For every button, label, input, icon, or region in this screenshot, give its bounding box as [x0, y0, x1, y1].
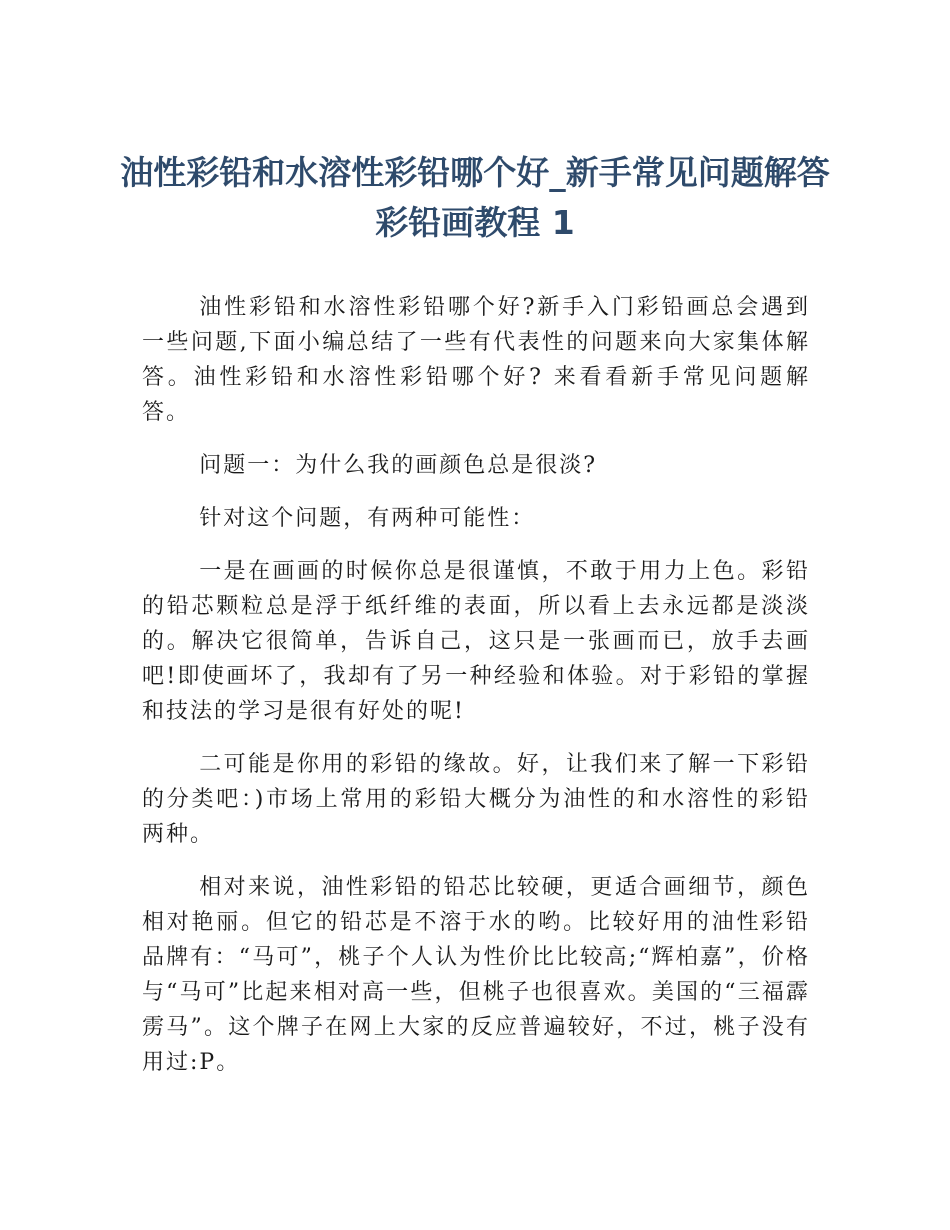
paragraph-reason-one: 一是在画画的时候你总是很谨慎，不敢于用力上色。彩铅的铅芯颗粒总是浮于纸纤维的表面，所以看上去永远都是淡淡的。解决它很简单，告诉自己，这只是一张画而已，放手去画吧!即使画坏了，我却有了另一种经验和体验。对于彩铅的掌握和技法的学习是很有好处的呢! [142, 559, 810, 724]
paragraph-oil-pencils: 相对来说，油性彩铅的铅芯比较硬，更适合画细节，颜色相对艳丽。但它的铅芯是不溶于水的哟。比较好用的油性彩铅品牌有：“马可”，桃子个人认为性价比比较高;“辉柏嘉”，价格与“马可”比起来相对高一些，但桃子也很喜欢。美国的“三福霹雳马”。这个牌子在网上大家的反应普遍较好，不过，桃子没有用过:P。 [142, 875, 810, 1075]
document-body [142, 290, 810, 1098]
paragraph-intro: 油性彩铅和水溶性彩铅哪个好?新手入门彩铅画总会遇到一些问题,下面小编总结了一些有代表性的问题来向大家集体解答。油性彩铅和水溶性彩铅哪个好? 来看看新手常见问题解答。 [142, 295, 810, 425]
paragraph-two-possibilities: 针对这个问题，有两种可能性： [199, 506, 536, 531]
paragraph-question-one: 问题一：为什么我的画颜色总是很淡? [199, 453, 597, 478]
document-title: 油性彩铅和水溶性彩铅哪个好_新手常见问题解答彩铅画教程 1 [120, 153, 830, 242]
paragraph-reason-two: 二可能是你用的彩铅的缘故。好，让我们来了解一下彩铅的分类吧：)市场上常用的彩铅大概分为油性的和水溶性的彩铅两种。 [142, 752, 810, 847]
